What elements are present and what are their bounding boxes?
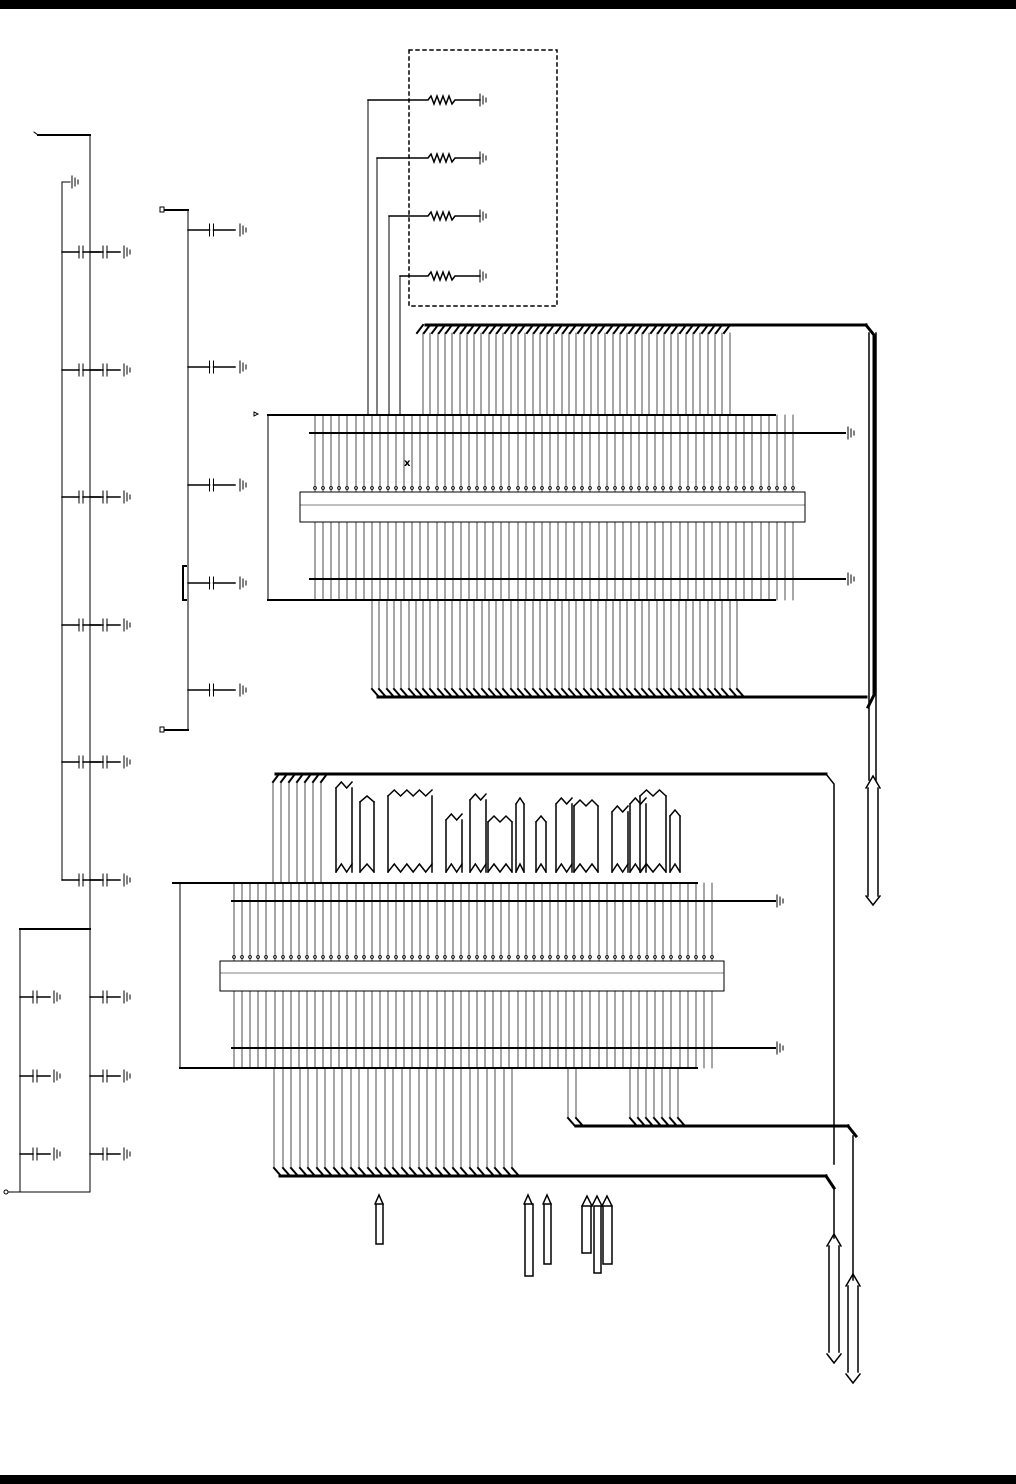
jumper-zigzag [630, 798, 646, 872]
capacitor-icon [90, 1148, 120, 1160]
ground-icon [124, 491, 130, 503]
capacitor-icon [90, 364, 120, 376]
jumper-zigzag [556, 798, 572, 872]
jumper-zigzag [536, 816, 546, 872]
top-ic-body [300, 492, 805, 522]
ground-icon [54, 1148, 60, 1160]
ground-icon [240, 361, 246, 373]
capacitor-icon [90, 991, 120, 1003]
ground-icon [848, 573, 854, 585]
resistor-feed-lines [368, 100, 400, 415]
capacitor-icon [90, 619, 120, 631]
jumper-zigzag [336, 782, 352, 872]
ground-symbols [54, 94, 854, 1160]
capacitor-icon [20, 991, 50, 1003]
bus-entry-icon [568, 1118, 575, 1126]
ground-icon [480, 210, 486, 222]
capacitor-set [20, 182, 235, 1160]
jumper-zigzag [446, 814, 462, 872]
ground-icon [54, 991, 60, 1003]
capacitor-icon [188, 361, 235, 373]
resistor-icon [368, 96, 480, 104]
top-ic-upper-pins [314, 415, 795, 492]
top-ic-region [254, 412, 845, 600]
ground-icon [124, 619, 130, 631]
bottom-ic-upper-pins [233, 883, 714, 961]
capacitor-icon [188, 684, 235, 696]
capacitor-icon [90, 246, 120, 258]
jumper-zigzag [360, 796, 374, 872]
capacitor-icon [188, 577, 235, 589]
bus-entry-icon [274, 1168, 281, 1176]
ground-icon [54, 1070, 60, 1082]
bus-entry-icon [372, 689, 379, 697]
jumper-zigzag [670, 810, 680, 872]
ground-icon [240, 479, 246, 491]
ground-icon [240, 577, 246, 589]
ground-icon [480, 270, 486, 282]
ground-icon [124, 874, 130, 886]
resistor-network-box [409, 50, 557, 306]
ground-icon [240, 224, 246, 236]
resistor-set [368, 96, 480, 280]
bottom-ic-body [220, 961, 724, 991]
ground-icon [124, 364, 130, 376]
capacitor-icon [188, 479, 235, 491]
top-ic-marker: x [404, 458, 411, 469]
resistor-icon [389, 212, 480, 220]
capacitor-icon [90, 491, 120, 503]
jumper-zigzag [488, 816, 512, 872]
bus-entry-icon [417, 325, 423, 333]
ground-icon [124, 756, 130, 768]
ground-icon [240, 684, 246, 696]
top-ic-lower-pins [315, 522, 793, 600]
top-ic-bus [378, 325, 874, 707]
ground-icon [480, 94, 486, 106]
capacitor-icon [20, 1070, 50, 1082]
jumper-zigzag [612, 806, 628, 872]
jumper-zigzag [470, 794, 486, 872]
bottom-ic-lower-pins [234, 991, 712, 1068]
bottom-ic-bus [276, 774, 856, 1188]
resistor-icon [400, 272, 480, 280]
bottom-ic-region [173, 883, 775, 1068]
bottom-bus-entries [273, 774, 685, 1176]
jumper-zigzag [574, 800, 598, 872]
capacitor-icon [90, 756, 120, 768]
ground-icon [777, 1042, 783, 1054]
capacitor-icon [20, 1148, 50, 1160]
capacitor-icon [90, 874, 120, 886]
mid-decoupling-column [160, 207, 188, 732]
capacitor-icon [90, 1070, 120, 1082]
ground-icon [124, 1070, 130, 1082]
jumper-zigzag [516, 798, 524, 872]
ground-icon [124, 1148, 130, 1160]
ground-icon [124, 991, 130, 1003]
ground-icon [72, 176, 78, 188]
ground-icon [124, 246, 130, 258]
capacitor-icon [188, 224, 235, 236]
top-bus-entries [372, 325, 744, 697]
ground-icon [480, 152, 486, 164]
jumper-zigzag [388, 790, 432, 872]
ground-icon [848, 427, 854, 439]
bottom-jumper-zigzags [336, 782, 680, 872]
resistor-icon [377, 154, 480, 162]
jumper-zigzag [640, 790, 666, 872]
ground-icon [777, 895, 783, 907]
